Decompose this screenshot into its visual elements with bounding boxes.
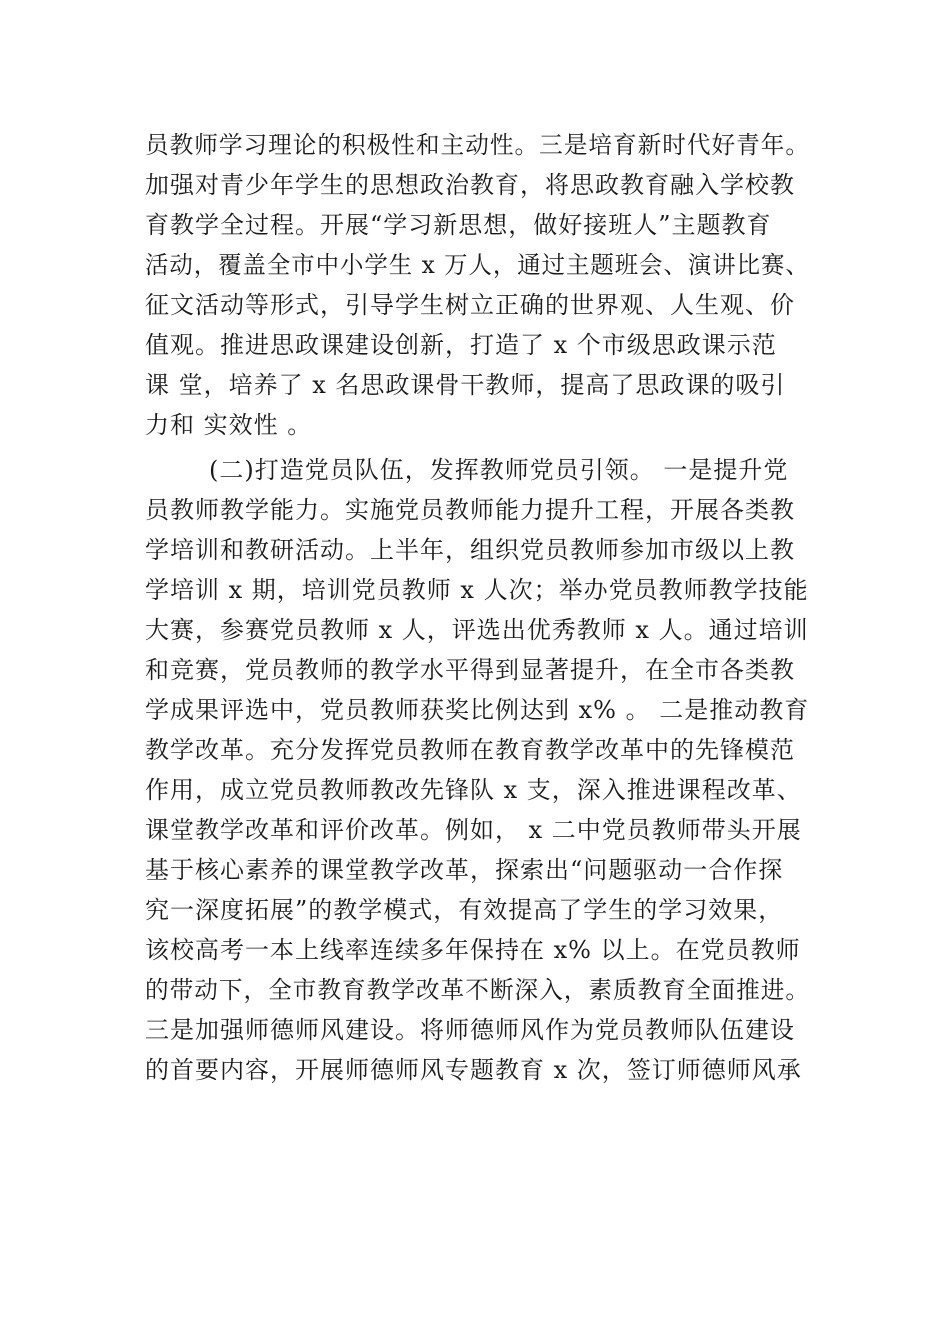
text-line: 课 堂，培养了 x 名思政课骨干教师，提高了思政课的吸引: [145, 371, 786, 399]
text-line: 的带动下，全市教育教学改革不断深入，素质教育全面推进。: [145, 976, 811, 1004]
text-line: 员教师学习理论的积极性和主动性。三是培育新时代好青年。: [145, 131, 811, 159]
text-line: 学培训 x 期，培训党员教师 x 人次；举办党员教师教学技能: [145, 576, 809, 604]
text-line: 教学改革。充分发挥党员教师在教育教学改革中的先锋模范: [145, 736, 795, 764]
text-line: 力和 实效性 。: [145, 411, 313, 439]
text-line: 学成果评选中，党员教师获奖比例达到 x% 。 二是推动教育: [145, 696, 810, 724]
text-line: 作用，成立党员教师教改先锋队 x 支，深入推进课程改革、: [145, 776, 802, 804]
text-line: 的首要内容，开展师德师风专题教育 x 次，签订师德师风承: [145, 1056, 802, 1084]
text-line: 课堂教学改革和评价改革。例如， x 二中党员教师带头开展: [145, 816, 802, 844]
text-line: 育教学全过程。开展“学习新思想，做好接班人”主题教育: [145, 211, 772, 239]
text-line: 员教师教学能力。实施党员教师能力提升工程，开展各类教: [145, 496, 795, 524]
text-line: 活动，覆盖全市中小学生 x 万人，通过主题班会、演讲比赛、: [145, 251, 810, 279]
text-line: 征文活动等形式，引导学生树立正确的世界观、人生观、价: [145, 291, 795, 319]
text-line: 该校高考一本上线率连续多年保持在 x% 以上。在党员教师: [145, 936, 801, 964]
section-heading-line: (二)打造党员队伍，发挥教师党员引领。 一是提升党: [209, 456, 789, 484]
text-line: 学培训和教研活动。上半年，组织党员教师参加市级以上教: [145, 536, 795, 564]
text-line: 值观。推进思政课建设创新，打造了 x 个市级思政课示范: [145, 331, 777, 359]
text-line: 三是加强师德师风建设。将师德师风作为党员教师队伍建设: [145, 1016, 795, 1044]
text-line: 究一深度拓展”的教学模式，有效提高了学生的学习效果，: [145, 896, 784, 924]
text-line: 和竞赛，党员教师的教学水平得到显著提升，在全市各类教: [145, 656, 795, 684]
text-line: 大赛，参赛党员教师 x 人，评选出优秀教师 x 人。通过培训: [145, 616, 809, 644]
text-line: 基于核心素养的课堂教学改革，探索出“问题驱动一合作探: [145, 856, 784, 884]
text-line: 加强对青少年学生的思想政治教育，将思政教育融入学校教: [145, 171, 795, 199]
